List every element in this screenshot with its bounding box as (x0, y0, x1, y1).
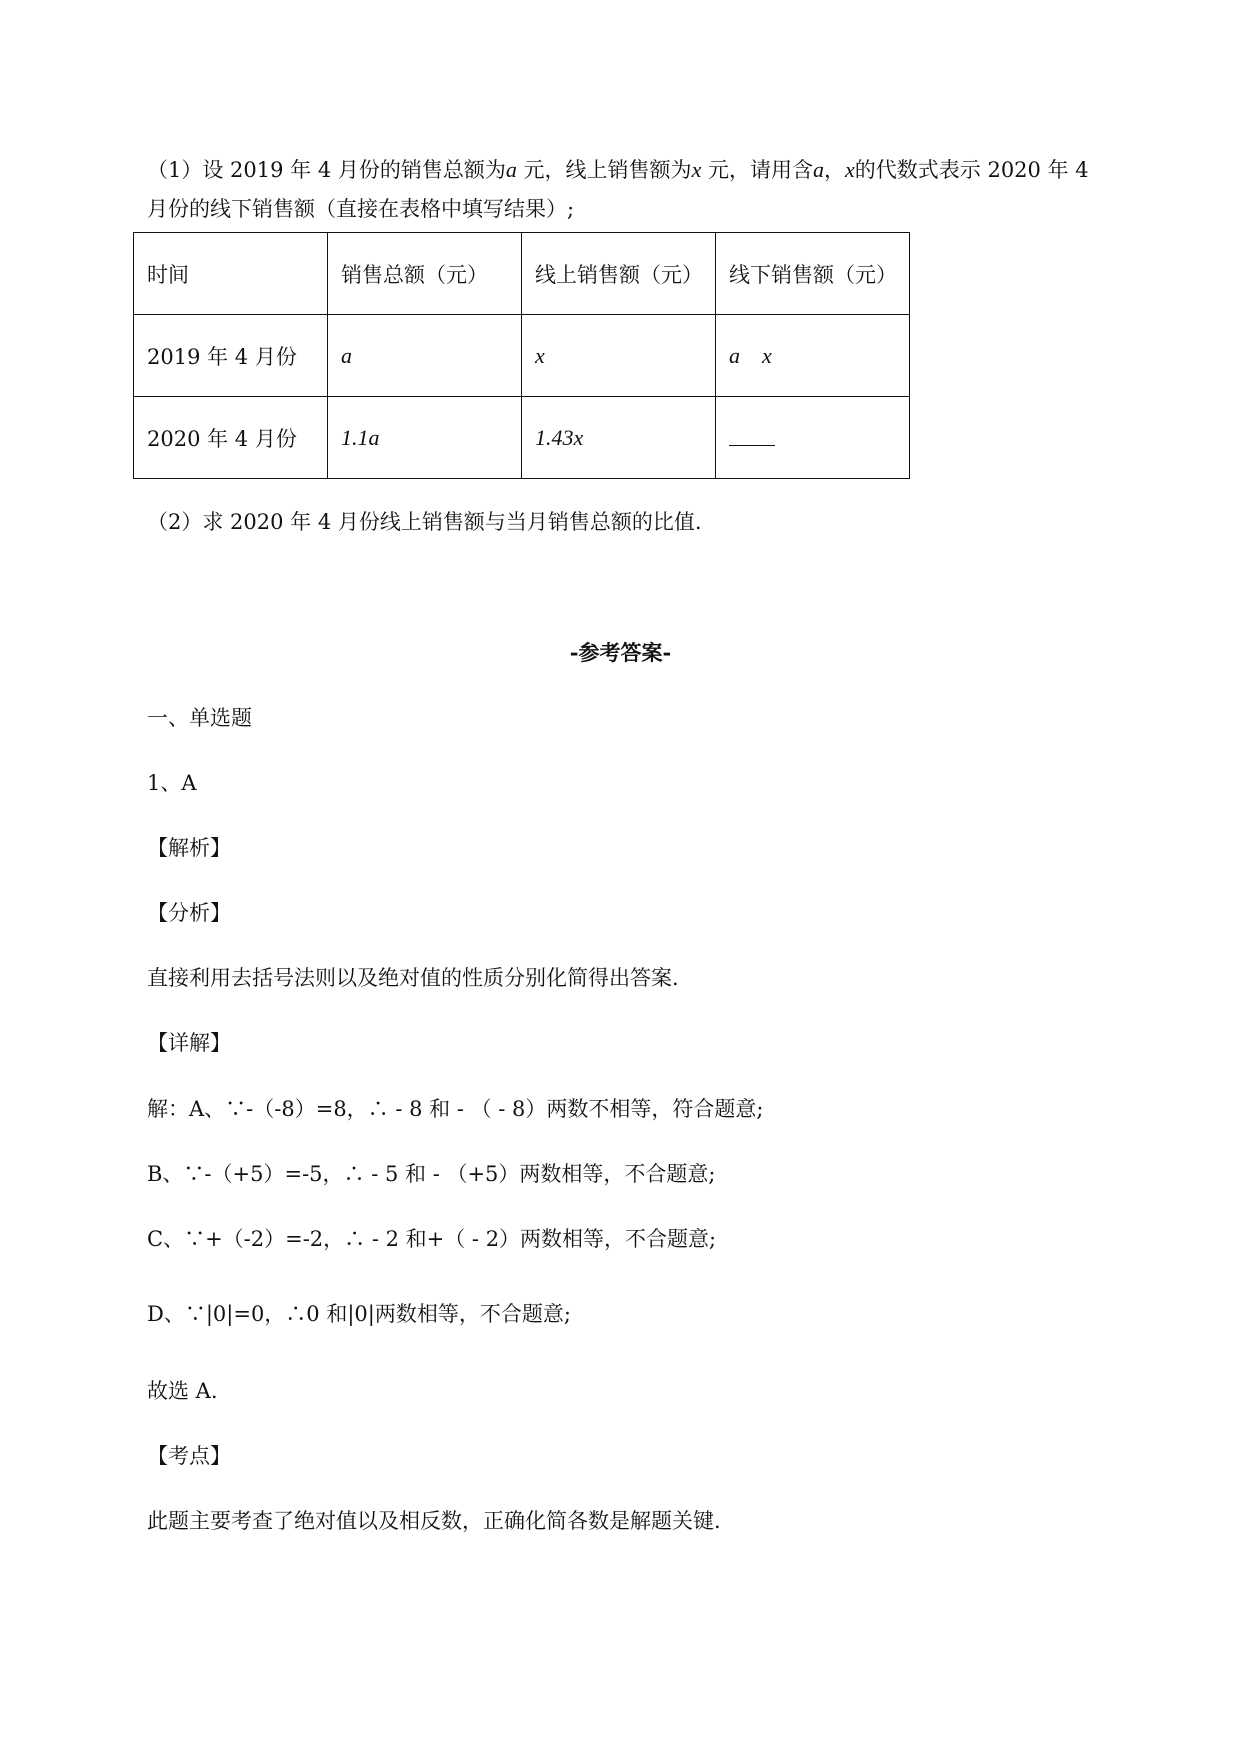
fill-in-blank[interactable] (729, 425, 775, 446)
table-cell-online: x (522, 315, 716, 397)
detail-b: B、∵-（+5）=-5，∴ - 5 和 - （+5）两数相等，不合题意; (147, 1162, 716, 1186)
table-cell-offline-blank[interactable] (716, 397, 910, 479)
question-part1-line1 (147, 155, 1089, 185)
question-part1-line2: 月份的线下销售额（直接在表格中填写结果）; (147, 197, 575, 221)
section-heading: 一、单选题 (147, 706, 252, 730)
question-answer: 1、A (147, 771, 197, 795)
detail-d: D、∵|0|=0，∴0 和|0|两数相等，不合题意; (147, 1302, 571, 1326)
table-header-row (134, 233, 910, 315)
sales-table (133, 232, 910, 479)
table-header-offline: 线下销售额（元） (716, 233, 910, 315)
tag-fenxi: 【分析】 (147, 901, 231, 925)
var-x-second: x (845, 157, 855, 182)
detail-c: C、∵+（-2）=-2，∴ - 2 和+（ - 2）两数相等，不合题意; (147, 1227, 717, 1251)
tag-kaodian: 【考点】 (147, 1444, 231, 1468)
tag-analysis: 【解析】 (147, 836, 231, 860)
table-cell-time: 2019 年 4 月份 (134, 315, 328, 397)
detail-a: 解：A、∵-（-8）=8，∴ - 8 和 - （ - 8）两数不相等，符合题意; (147, 1097, 764, 1121)
var-a: a (505, 157, 517, 182)
kaodian-text: 此题主要考查了绝对值以及相反数，正确化简各数是解题关键. (147, 1509, 721, 1533)
table-row (134, 397, 910, 479)
answer-title: -参考答案- (569, 640, 672, 665)
part1-text-pre: （1）设 2019 年 4 月份的销售总额为 (147, 158, 506, 182)
table-cell-total: a (328, 315, 522, 397)
table-cell-online: 1.43x (522, 397, 716, 479)
table-header-online: 线上销售额（元） (522, 233, 716, 315)
part1-text-mid2: 元，请用含 (701, 158, 814, 182)
table-cell-offline: a x (716, 315, 910, 397)
table-cell-time: 2020 年 4 月份 (134, 397, 328, 479)
fenxi-text: 直接利用去括号法则以及绝对值的性质分别化简得出答案. (147, 966, 679, 990)
part1-text-post: 的代数式表示 2020 年 4 (854, 158, 1089, 182)
var-x: x (691, 157, 702, 182)
table-cell-total: 1.1a (328, 397, 522, 479)
table-header-time: 时间 (134, 233, 328, 315)
conclusion: 故选 A. (147, 1379, 218, 1403)
part1-text-mid1: 元，线上销售额为 (516, 158, 692, 182)
question-part2: （2）求 2020 年 4 月份线上销售额与当月销售总额的比值. (147, 510, 702, 534)
var-a-second: a (813, 157, 825, 182)
table-header-total: 销售总额（元） (328, 233, 522, 315)
part1-text-mid3: ， (824, 158, 846, 182)
tag-detail: 【详解】 (147, 1031, 231, 1055)
table-row (134, 315, 910, 397)
